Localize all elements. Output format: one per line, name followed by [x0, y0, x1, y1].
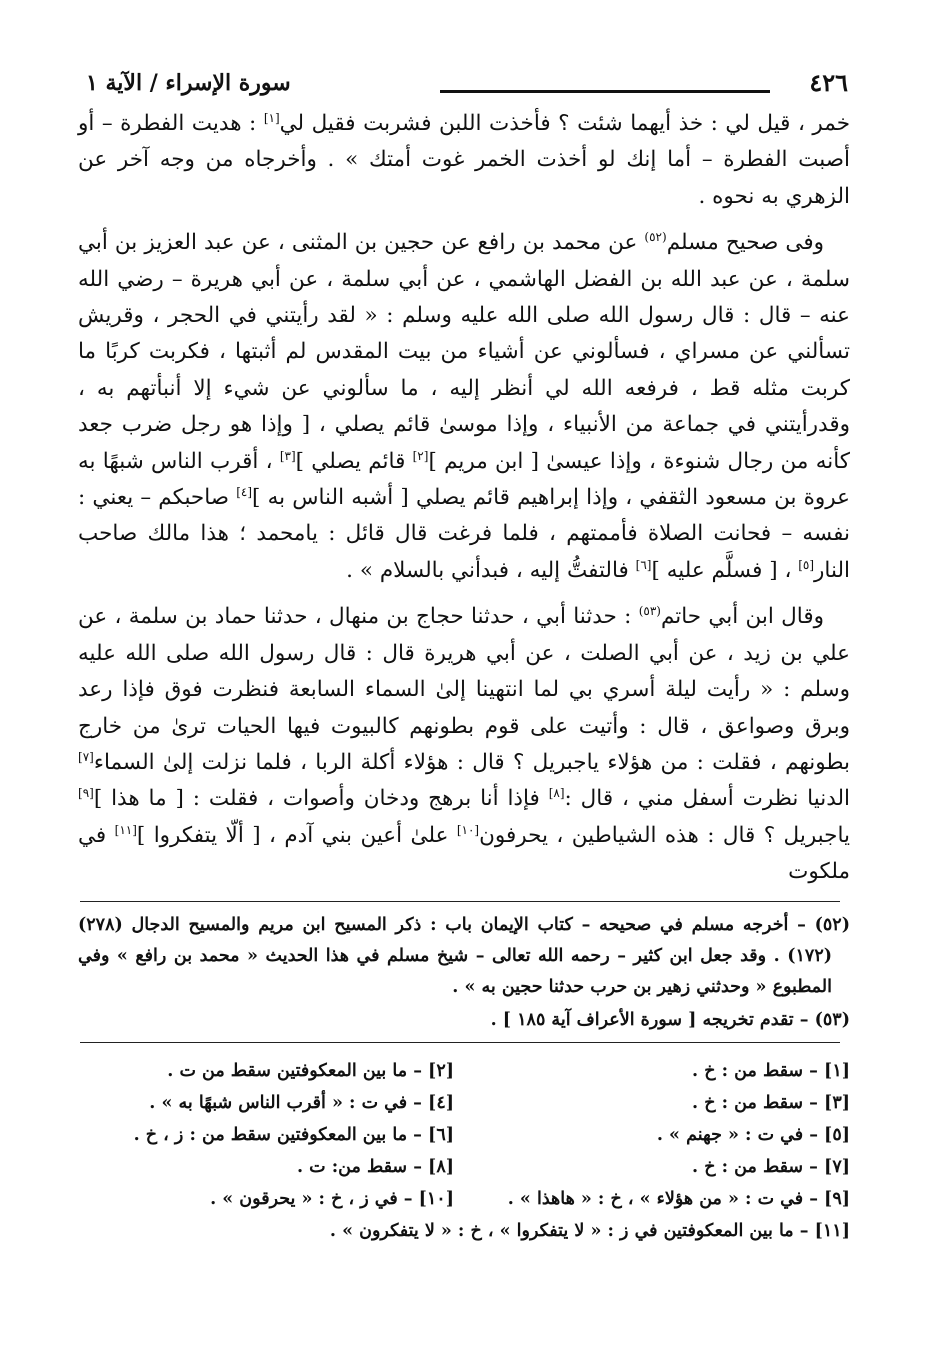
- running-title: سورة الإسراء / الآية ١: [86, 70, 291, 96]
- variant-ref: [٨]: [548, 786, 565, 801]
- page-header: [78, 62, 850, 106]
- text-run: قائم يصلي ]: [295, 448, 413, 474]
- main-text: [78, 106, 850, 891]
- variant-note: [٥] – في ت : « جهنم » .: [656, 1124, 850, 1145]
- variant-note: [٨] – سقط من: ت .: [296, 1156, 454, 1177]
- variant-note: [٣] – سقط من : خ .: [692, 1092, 850, 1113]
- variant-note: [١٠] – في ز ، خ : « يحرقون » .: [210, 1188, 454, 1209]
- variant-note: [٧] – سقط من : خ .: [692, 1156, 850, 1177]
- text-run: عن محمد بن رافع عن حجين بن المثنى ، عن عبد العزيز بن أبي سلمة ، عن عبد الله بن الفضل الهاشمي ، عن أبي سلمة ، عن أبي هريرة – رضي الله عنه – قال : قال رسول الله صلى الله عليه وسلم : « لقد رأيتني في الحجر ، وقريش تسألني عن مسراي ، فسألوني عن أشياء من بيت المقدس لم أثبتها ، فكربت كربًا ما كربت مثله قط ، فرفعه الله لي أنظر إليه ، ما سألوني عن شيء إلا أنبأتهم به ، وقدرأيتني في جماعة من الأنبياء ، وإذا موسىٰ قائم يصلي ، [ وإذا هو رجل ضرب جعد كأنه من رجال شنوءة ، وإذا عيسىٰ [ ابن مريم ]: [78, 230, 850, 474]
- variant-note: [١] – سقط من : خ .: [692, 1060, 850, 1081]
- footnote-52: (٥٢) – أخرجه مسلم في صحيحه – كتاب الإيمان باب : ذكر المسيح ابن مريم والمسيح الدجال (٢٧٨) (١٧٢) . وقد جعل ابن كثير – رحمه الله تعالى – شيخ مسلم في هذا الحديث « محمد بن رافع » وفي المطبوع « وحدثني زهير بن حرب حدثنا حجين به » .: [78, 914, 850, 997]
- variant-ref: [٩]: [78, 786, 94, 801]
- header-rule: [440, 90, 770, 93]
- text-run: : حدثنا أبي ، حدثنا حجاج بن منهال ، حدثنا حماد بن سلمة ، عن علي بن زيد ، عن أبي الصلت ، عن أبي هريرة قال : قال رسول الله صلى الله عليه وسلم : « رأيت ليلة أسري بي لما انتهينا إلىٰ السماء السابعة فنظرت فوق فإذا رعد وبرق وصواعق ، قال : وأتيت على قوم بطونهم كالبيوت فيها الحيات ترىٰ من خارج بطونهم ، فقلت : من هؤلاء ياجبريل ؟ قال : هؤلاء أكلة الربا ، فلما نزلت إلىٰ السماء: [78, 604, 850, 775]
- text-run: فإذا أنا برهج ودخان وأصوات ، فقلت : [ ما هذا ]: [93, 786, 549, 812]
- footnotes: [78, 902, 850, 1036]
- footnote-53: (٥٣) – تقدم تخريجه [ سورة الأعراف آية ١٨٥ ] .: [490, 1009, 850, 1030]
- text-run: علىٰ أعين بني آدم ، [ ألّا يتفكروا ]: [136, 822, 457, 848]
- variant-ref: [١٠]: [456, 822, 480, 837]
- variant-note: [٤] – في ت : « أقرب الناس شبهًا به » .: [149, 1092, 454, 1113]
- text-run: ، أقرب الناس شبهًا به عروة بن مسعود الثقفي ، وإذا إبراهيم قائم يصلي [ أشبه الناس به ]: [78, 448, 850, 511]
- footnote-ref: (٥٢): [644, 230, 667, 245]
- text-run: وقال ابن أبي حاتم: [660, 604, 825, 630]
- footnote-ref: (٥٣): [638, 604, 661, 619]
- variants-divider: [80, 1042, 840, 1043]
- document-page: [78, 62, 850, 1247]
- variant-ref: [٧]: [78, 749, 94, 764]
- page-number: ٤٢٦: [809, 68, 848, 97]
- variant-ref: [٤]: [236, 484, 253, 499]
- text-run: في ملكوت: [78, 822, 850, 885]
- text-run: ياجبريل ؟ قال : هذه الشياطين ، يحرفون: [479, 822, 850, 848]
- paragraph-1: [78, 106, 850, 215]
- variant-ref: [٢]: [412, 448, 429, 463]
- variant-note: [٩] – في ت : « من هؤلاء » ، خ : « هاهذا » .: [507, 1188, 850, 1209]
- text-run: ، [ فسلَّم عليه ]: [651, 557, 799, 583]
- variant-ref: [١]: [263, 110, 280, 125]
- text-run: الدنيا نظرت أسفل مني ، قال :: [564, 786, 851, 812]
- variant-note: [٦] – ما بين المعكوفتين سقط من : ز ، خ .: [133, 1124, 454, 1145]
- variant-notes: [78, 1055, 850, 1215]
- variant-ref: [٦]: [635, 557, 652, 572]
- text-run: وفى صحيح مسلم: [666, 230, 824, 256]
- text-run: خمر ، قيل لي : خذ أيهما شئت ؟ فأخذت اللبن فشربت فقيل لي: [279, 111, 851, 136]
- variant-ref: [١١]: [114, 822, 137, 837]
- variant-note: [١١] – ما بين المعكوفتين في ز : « لا يتفكروا » ، خ : « لا يتفكرون » .: [329, 1220, 850, 1241]
- variant-note: [٢] – ما بين المعكوفتين سقط من ت .: [167, 1060, 454, 1081]
- variant-ref: [٥]: [798, 557, 815, 572]
- paragraph-2: [78, 225, 850, 589]
- variant-ref: [٣]: [279, 448, 296, 463]
- text-run: فالتفتُّ إليه ، فبدأني بالسلام » .: [346, 557, 636, 583]
- text-run: : هديت الفطرة – أو أصبت الفطرة – أما إنك لو أخذت الخمر غوت أمتك » . وأخرجاه من وجه آخر عن الزهري به نحوه .: [78, 111, 850, 209]
- paragraph-3: [78, 599, 850, 890]
- text-run: صاحبكم – يعني : نفسه – فحانت الصلاة فأممتهم ، فلما فرغت قال قائل : يامحمد ؛ هذا مالك صاحب النار: [78, 485, 850, 583]
